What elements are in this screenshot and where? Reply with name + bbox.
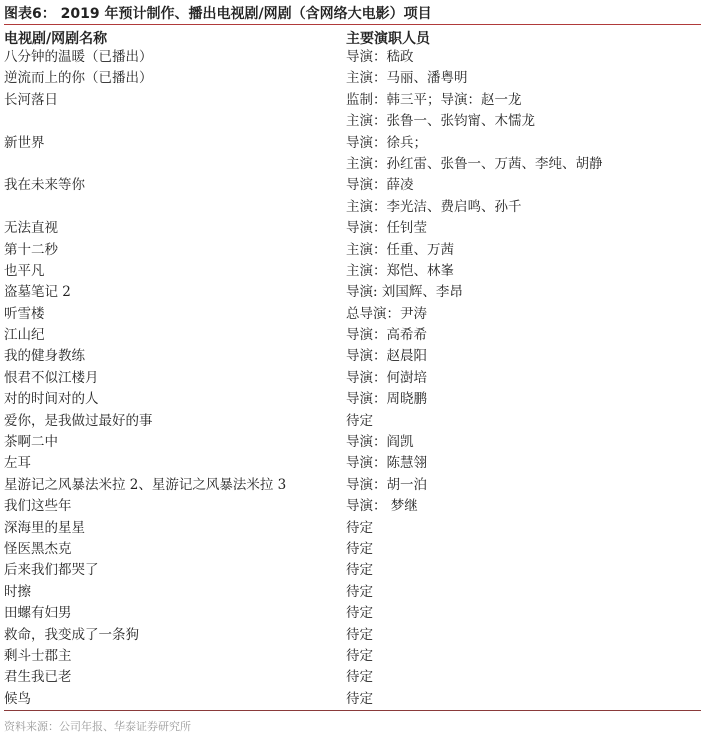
show-name: 我的健身教练 — [4, 348, 85, 365]
staff: 导演：任钊莹 — [346, 220, 427, 237]
staff: 监制：韩三平；导演：赵一龙 — [346, 91, 522, 108]
staff: 待定 — [346, 540, 373, 557]
show-name: 时擦 — [4, 583, 31, 600]
show-name: 爱你，是我做过最好的事 — [4, 412, 153, 429]
table-row — [4, 518, 701, 539]
show-name: 左耳 — [4, 455, 31, 472]
table-row — [4, 496, 701, 517]
staff: 待定 — [346, 690, 373, 707]
show-name: 星游记之风暴法米拉 2、星游记之风暴法米拉 3 — [4, 476, 287, 493]
show-name: 君生我已老 — [4, 669, 72, 686]
show-name: 听雪楼 — [4, 305, 45, 322]
table-row — [4, 603, 701, 624]
staff: 主演：任重、万茜 — [346, 241, 454, 258]
figure-title: 图表6： 2019 年预计制作、播出电视剧/网剧（含网络大电影）项目 — [4, 6, 432, 22]
table-row — [4, 582, 701, 603]
table-row — [4, 282, 701, 303]
table-row — [4, 625, 701, 646]
show-name: 恨君不似江楼月 — [4, 369, 99, 386]
staff: 导演：陈慧翎 — [346, 455, 427, 472]
staff: 导演：周晓鹏 — [346, 391, 427, 408]
staff: 导演：徐兵； — [346, 134, 427, 151]
show-name: 我在未来等你 — [4, 177, 85, 194]
show-name: 候鸟 — [4, 690, 31, 707]
table-row — [4, 539, 701, 560]
show-name: 盗墓笔记 2 — [4, 284, 71, 301]
table-row — [4, 47, 701, 68]
table-row — [4, 218, 701, 239]
staff: 待定 — [346, 647, 373, 664]
staff: 导演：何澍培 — [346, 369, 427, 386]
staff: 待定 — [346, 583, 373, 600]
header-name: 电视剧/网剧名称 — [4, 31, 108, 47]
table-row — [4, 261, 701, 282]
table-row — [4, 175, 701, 196]
show-name: 新世界 — [4, 134, 45, 151]
table-header — [4, 28, 701, 48]
show-name: 田螺有妇男 — [4, 605, 72, 622]
staff: 主演：孙红雷、张鲁一、万茜、李纯、胡静 — [346, 155, 603, 172]
table-row — [4, 197, 701, 218]
staff: 导演: 刘国辉、李昂 — [346, 284, 463, 301]
staff: 主演：马丽、潘粤明 — [346, 70, 468, 87]
table-row — [4, 475, 701, 496]
show-name: 救命，我变成了一条狗 — [4, 626, 139, 643]
show-name: 江山纪 — [4, 327, 45, 344]
show-name: 茶啊二中 — [4, 434, 58, 451]
show-name: 第十二秒 — [4, 241, 58, 258]
staff: 待定 — [346, 605, 373, 622]
bottom-divider — [4, 710, 701, 711]
staff: 导演：嵇政 — [346, 49, 414, 65]
table-row — [4, 560, 701, 581]
staff: 主演：李光洁、费启鸣、孙千 — [346, 198, 522, 215]
show-name: 也平凡 — [4, 262, 45, 279]
show-name: 深海里的星星 — [4, 519, 85, 536]
table-row — [4, 346, 701, 367]
show-name: 无法直视 — [4, 220, 58, 237]
table-row — [4, 240, 701, 261]
show-name: 长河落日 — [4, 91, 58, 108]
staff: 导演：高希希 — [346, 327, 427, 344]
staff: 导演：薛凌 — [346, 177, 414, 194]
table-row — [4, 154, 701, 175]
table-body — [4, 47, 701, 710]
staff: 导演：阎凯 — [346, 434, 414, 451]
staff: 待定 — [346, 412, 373, 429]
table-row — [4, 667, 701, 688]
show-name: 对的时间对的人 — [4, 391, 99, 408]
header-staff: 主要演职人员 — [346, 31, 430, 47]
table-row — [4, 304, 701, 325]
table-row — [4, 432, 701, 453]
table-row — [4, 90, 701, 111]
table-row — [4, 111, 701, 132]
show-name: 八分钟的温暖（已播出） — [4, 49, 153, 65]
show-name: 后来我们都哭了 — [4, 562, 99, 579]
top-divider — [4, 24, 701, 25]
show-name: 剩斗士郡主 — [4, 647, 72, 664]
table-row — [4, 325, 701, 346]
staff: 导演： 梦继 — [346, 498, 418, 515]
table-row — [4, 133, 701, 154]
show-name: 我们这些年 — [4, 498, 72, 515]
table-row — [4, 68, 701, 89]
table-row — [4, 646, 701, 667]
show-name: 逆流而上的你（已播出） — [4, 70, 153, 87]
staff: 待定 — [346, 519, 373, 536]
source-note: 资料来源：公司年报、华泰证券研究所 — [4, 720, 191, 733]
table-row — [4, 389, 701, 410]
staff: 待定 — [346, 669, 373, 686]
table-row — [4, 411, 701, 432]
staff: 导演：胡一泊 — [346, 476, 427, 493]
staff: 导演：赵晨阳 — [346, 348, 427, 365]
table-row — [4, 689, 701, 710]
staff: 主演：张鲁一、张钧甯、木懦龙 — [346, 113, 535, 130]
staff: 总导演：尹涛 — [346, 305, 427, 322]
table-row — [4, 453, 701, 474]
table-row — [4, 368, 701, 389]
staff: 待定 — [346, 562, 373, 579]
staff: 主演：郑恺、林峯 — [346, 262, 454, 279]
staff: 待定 — [346, 626, 373, 643]
show-name: 怪医黑杰克 — [4, 540, 72, 557]
